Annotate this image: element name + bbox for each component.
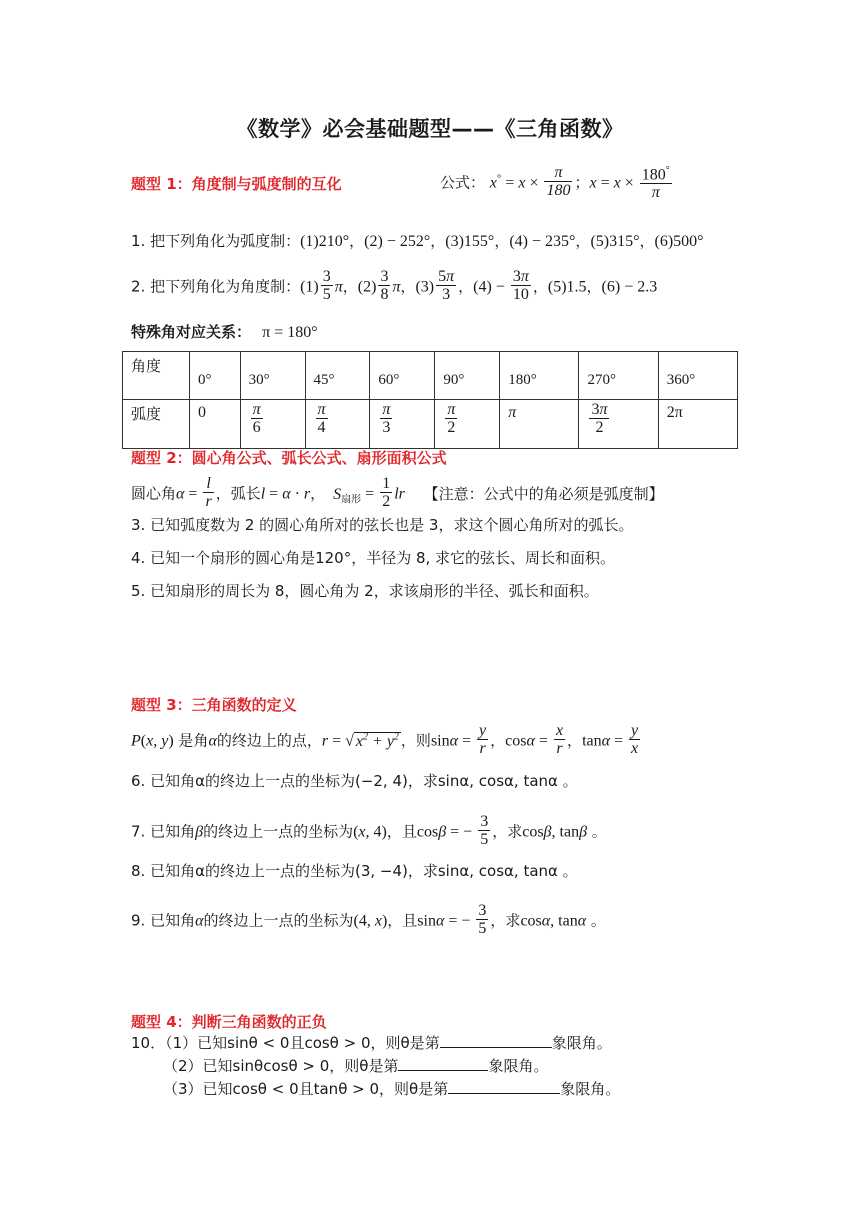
row-label-degree: 角度	[131, 357, 162, 375]
section-2-heading: 题型 2：圆心角公式、弧长公式、扇形面积公式	[131, 449, 447, 467]
q1-item: (2) − 252°	[364, 233, 431, 250]
question-suffix: 象限角。	[488, 1057, 549, 1075]
q1-item: (1)210°	[300, 233, 350, 250]
degree-cell: 0°	[198, 372, 212, 388]
section-3-heading: 题型 3：三角函数的定义	[131, 696, 297, 714]
radian-cell: π	[508, 404, 517, 421]
question-10-1	[131, 1033, 612, 1053]
formula-line: 公式： x° = x × $\frac{\pi}{180}$ ；x = x × $\frac{180^\circ}{\pi}$	[440, 164, 674, 203]
radian-cell: $\frac{\pi}{4}$	[305, 400, 370, 449]
question-1-text: 1. 把下列角化为弧度制：	[131, 232, 301, 250]
radian-cell: 0	[198, 404, 206, 421]
formula-label: 公式：	[440, 173, 486, 192]
question-8: 8. 已知角α的终边上一点的坐标为(3, −4)，求sinα, cosα, tanα 。	[131, 862, 578, 880]
definition-line: P(x, y) 是角α的终边上的点，r = √ $x^2 + y^2$ ，则sinα = $\frac{y}{r}$ ，cosα = $\frac{x}{r}$ ，tanα = $\frac{y}{x}$	[131, 722, 639, 757]
special-angles-line	[131, 321, 318, 342]
question-2: 2. 把下列角化为角度制：(1) $\frac{3}{5}$ π，(2) $\frac{3}{8}$ π，(3) $\frac{5\pi}{3}$ ，(4) − $\frac{3\pi}{10}$ ，(5)1.5，(6) − 2.3	[131, 268, 658, 303]
section-1-heading: 题型 1：角度制与弧度制的互化	[131, 175, 342, 193]
special-angles-table	[122, 351, 738, 449]
question-10-2	[163, 1056, 548, 1076]
formula-2-line: 圆心角α = $\frac{l}{r}$ ，弧长l = α · r， $S_{扇形}$ = $\frac{1}{2}$ lr 【注意：公式中的角必须是弧度制】	[131, 475, 664, 510]
radian-cell: $\frac{\pi}{2}$	[435, 400, 500, 449]
question-10-3	[163, 1079, 620, 1099]
question-10-1-text: 10．（1）已知sinθ < 0且cosθ > 0，则θ是第	[131, 1034, 440, 1052]
q1-item: (4) − 235°	[509, 233, 576, 250]
special-angles-eq: π = 180°	[262, 324, 318, 341]
answer-blank[interactable]	[440, 1033, 552, 1048]
degree-row	[123, 352, 738, 400]
degree-cell: 180°	[508, 372, 537, 388]
q1-item: (5)315°	[590, 233, 640, 250]
section-4-heading: 题型 4：判断三角函数的正负	[131, 1013, 327, 1031]
question-7: 7. 已知角β的终边上一点的坐标为(x, 4)，且cosβ = − $\frac{3}{5}$ ，求cosβ, tanβ 。	[131, 813, 607, 848]
q1-item: (6)500°	[654, 233, 704, 250]
radian-cell: $\frac{\pi}{6}$	[240, 400, 305, 449]
question-10-3-text: （3）已知cosθ < 0且tanθ > 0，则θ是第	[163, 1080, 449, 1098]
degree-cell: 360°	[666, 372, 696, 388]
degree-cell: 270°	[587, 372, 616, 388]
degree-cell: 30°	[248, 372, 270, 388]
question-suffix: 象限角。	[560, 1080, 621, 1098]
question-2-text: 2. 把下列角化为角度制：	[131, 277, 301, 296]
answer-blank[interactable]	[448, 1079, 560, 1094]
degree-cell: 45°	[313, 372, 335, 388]
radian-cell: 2π	[666, 404, 683, 421]
special-angles-label: 特殊角对应关系：	[131, 323, 252, 341]
question-10-2-text: （2）已知sinθcosθ > 0，则θ是第	[163, 1057, 399, 1075]
formula-note: 【注意：公式中的角必须是弧度制】	[423, 484, 664, 503]
radian-cell: $\frac{\pi}{3}$	[370, 400, 435, 449]
radian-cell: $\frac{3\pi}{2}$	[579, 400, 658, 449]
q1-item: (3)155°	[445, 233, 495, 250]
question-4: 4. 已知一个扇形的圆心角是120°，半径为 8, 求它的弦长、周长和面积。	[131, 549, 616, 567]
question-1: 1. 把下列角化为弧度制：(1)210°，(2) − 252°，(3)155°，(4) − 235°，(5)315°，(6)500°	[131, 232, 704, 250]
answer-blank[interactable]	[398, 1056, 488, 1071]
degree-cell: 60°	[378, 372, 400, 388]
question-9: 9. 已知角α的终边上一点的坐标为(4, x)，且sinα = − $\frac{3}{5}$ ，求cosα, tanα 。	[131, 902, 606, 937]
question-suffix: 象限角。	[551, 1034, 612, 1052]
degree-cell: 90°	[443, 372, 465, 388]
page-title: 《数学》必会基础题型——《三角函数》	[236, 117, 624, 141]
row-label-radian: 弧度	[131, 405, 162, 423]
question-3: 3. 已知弧度数为 2 的圆心角所对的弦长也是 3，求这个圆心角所对的弧长。	[131, 516, 634, 534]
question-6: 6. 已知角α的终边上一点的坐标为(−2, 4)，求sinα, cosα, tanα 。	[131, 772, 578, 790]
question-5: 5. 已知扇形的周长为 8，圆心角为 2，求该扇形的半径、弧长和面积。	[131, 582, 599, 600]
radian-row	[123, 400, 738, 449]
